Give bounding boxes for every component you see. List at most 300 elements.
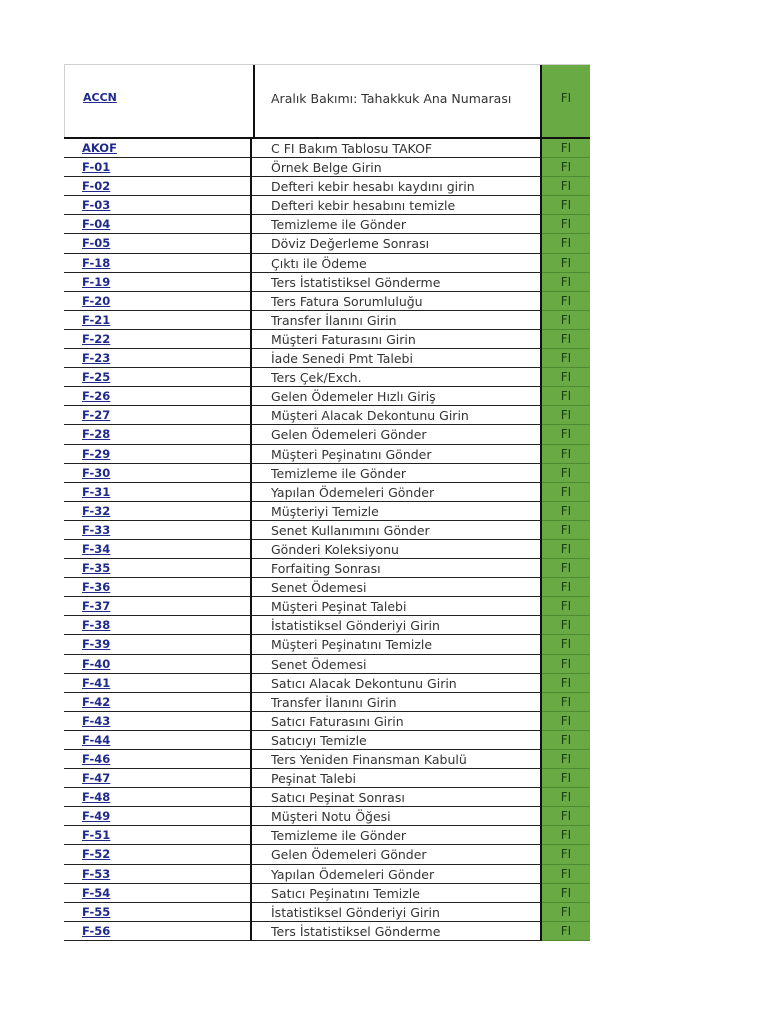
- code-cell: [64, 464, 252, 483]
- transaction-code-link[interactable]: F-42: [82, 694, 111, 709]
- module-text: FI: [560, 752, 572, 766]
- module-text: FI: [560, 141, 572, 155]
- module-cell: [542, 464, 590, 483]
- transaction-code-table: [64, 64, 590, 941]
- table-row: [64, 865, 590, 884]
- table-row: [64, 502, 590, 521]
- transaction-code-link[interactable]: F-44: [82, 732, 111, 747]
- code-cell: [64, 903, 252, 922]
- transaction-code-link[interactable]: F-04: [82, 217, 111, 232]
- transaction-code-link[interactable]: F-28: [82, 427, 111, 442]
- description-text: Satıcı Peşinatını Temizle: [271, 885, 420, 901]
- module-text: FI: [560, 675, 572, 690]
- module-cell: [542, 445, 590, 464]
- module-text: FI: [560, 217, 572, 232]
- code-cell: [64, 368, 252, 387]
- code-cell: [64, 884, 252, 903]
- description-cell: [252, 521, 542, 540]
- description-cell: [252, 502, 542, 521]
- code-cell: [64, 254, 252, 273]
- transaction-code-link[interactable]: F-22: [82, 331, 111, 346]
- transaction-code-link[interactable]: F-39: [82, 637, 111, 652]
- code-cell: [64, 502, 252, 521]
- transaction-code-link[interactable]: F-18: [82, 255, 111, 270]
- table-row: [64, 559, 590, 578]
- description-text: Gelen Ödemeler Hızlı Giriş: [271, 389, 436, 405]
- module-text: FI: [560, 580, 572, 595]
- transaction-code-link[interactable]: F-38: [82, 618, 111, 633]
- module-cell: [542, 712, 590, 731]
- description-text: C FI Bakım Tablosu TAKOF: [271, 141, 433, 156]
- module-cell: [542, 922, 590, 941]
- transaction-code-link[interactable]: F-31: [82, 484, 111, 499]
- module-text: FI: [560, 446, 572, 461]
- module-text: FI: [560, 331, 572, 346]
- code-cell: [64, 845, 252, 864]
- module-cell: [542, 884, 590, 903]
- table-row: [64, 368, 590, 387]
- module-cell: [542, 769, 590, 788]
- description-cell: [252, 616, 542, 635]
- description-cell: [252, 903, 542, 922]
- description-text: Senet Ödemesi: [271, 580, 367, 596]
- description-text: Müşteri Peşinat Talebi: [271, 599, 407, 615]
- module-text: FI: [560, 809, 572, 824]
- transaction-code-link[interactable]: F-56: [82, 923, 111, 938]
- description-text: İade Senedi Pmt Talebi: [271, 351, 413, 367]
- transaction-code-link[interactable]: F-26: [82, 389, 111, 404]
- module-cell: [542, 540, 590, 559]
- module-text: FI: [560, 408, 572, 423]
- description-text: Forfaiting Sonrası: [271, 561, 381, 577]
- table-row: [64, 884, 590, 903]
- description-text: Satıcı Peşinat Sonrası: [271, 790, 405, 806]
- code-cell: [64, 387, 252, 406]
- table-row: [64, 712, 590, 731]
- description-cell: [252, 884, 542, 903]
- transaction-code-link[interactable]: F-25: [82, 370, 111, 385]
- description-text: Müşteriyi Temizle: [271, 503, 379, 519]
- header-description-cell: [254, 65, 542, 137]
- module-cell: [542, 750, 590, 769]
- module-cell: [542, 521, 590, 540]
- table-row: [64, 521, 590, 540]
- module-cell: [542, 903, 590, 922]
- module-text: FI: [560, 179, 572, 194]
- module-cell: [542, 865, 590, 884]
- description-text: Defteri kebir hesabı kaydını girin: [271, 179, 475, 195]
- description-text: Senet Ödemesi: [271, 656, 367, 672]
- module-cell: [542, 273, 590, 292]
- module-text: FI: [560, 599, 572, 614]
- description-cell: [252, 177, 542, 196]
- table-row: [64, 139, 590, 158]
- transaction-code-link[interactable]: F-53: [82, 866, 111, 881]
- module-text: FI: [560, 828, 572, 843]
- code-cell: [64, 731, 252, 750]
- description-cell: [252, 922, 542, 941]
- module-text: FI: [560, 561, 572, 576]
- description-text: Müşteri Notu Öğesi: [271, 809, 391, 825]
- code-cell: [64, 674, 252, 693]
- description-text: Müşteri Peşinatını Gönder: [271, 446, 432, 462]
- transaction-code-link[interactable]: F-40: [82, 656, 111, 671]
- description-text: Müşteri Faturasını Girin: [271, 331, 416, 347]
- transaction-code-link[interactable]: F-43: [82, 713, 111, 728]
- table-row: [64, 483, 590, 502]
- transaction-code-link[interactable]: F-19: [82, 274, 111, 289]
- module-cell: [542, 158, 590, 177]
- description-text: Yapılan Ödemeleri Gönder: [271, 866, 435, 882]
- header-code-link[interactable]: ACCN: [83, 91, 117, 104]
- description-text: Peşinat Talebi: [271, 771, 357, 787]
- table-row: [64, 674, 590, 693]
- table-row: [64, 254, 590, 273]
- code-cell: [64, 139, 252, 158]
- description-cell: [252, 445, 542, 464]
- module-text: FI: [560, 522, 572, 537]
- module-text: FI: [560, 923, 572, 938]
- code-cell: [64, 922, 252, 941]
- description-cell: [252, 330, 542, 349]
- transaction-code-link[interactable]: F-47: [82, 771, 111, 786]
- table-row: [64, 387, 590, 406]
- transaction-code-link[interactable]: F-32: [82, 503, 111, 518]
- module-text: FI: [560, 503, 572, 518]
- module-cell: [542, 559, 590, 578]
- description-cell: [252, 234, 542, 253]
- module-text: FI: [560, 904, 572, 919]
- module-text: FI: [560, 637, 572, 652]
- table-row: [64, 177, 590, 196]
- module-cell: [542, 349, 590, 368]
- description-cell: [252, 540, 542, 559]
- transaction-code-link[interactable]: F-23: [82, 351, 111, 366]
- table-row: [64, 445, 590, 464]
- code-cell: [64, 273, 252, 292]
- module-cell: [542, 655, 590, 674]
- code-cell: [64, 807, 252, 826]
- description-text: Gelen Ödemeleri Gönder: [271, 847, 427, 863]
- module-text: FI: [560, 771, 572, 786]
- description-cell: [252, 311, 542, 330]
- table-row: [64, 903, 590, 922]
- transaction-code-link[interactable]: F-05: [82, 236, 111, 251]
- module-cell: [542, 254, 590, 273]
- description-cell: [252, 597, 542, 616]
- module-cell: [542, 807, 590, 826]
- description-cell: [252, 865, 542, 884]
- table-row: [64, 788, 590, 807]
- module-cell: [542, 215, 590, 234]
- module-cell: [542, 368, 590, 387]
- table-row: [64, 922, 590, 941]
- table-body: [64, 139, 590, 941]
- description-text: Yapılan Ödemeleri Gönder: [271, 484, 435, 500]
- module-cell: [542, 425, 590, 444]
- module-text: FI: [560, 389, 572, 404]
- code-cell: [64, 521, 252, 540]
- module-cell: [542, 826, 590, 845]
- module-text: FI: [560, 465, 572, 480]
- code-cell: [64, 712, 252, 731]
- module-text: FI: [560, 866, 572, 881]
- header-description-text: Aralık Bakımı: Tahakkuk Ana Numarası: [271, 91, 512, 106]
- description-text: Örnek Belge Girin: [271, 160, 382, 176]
- transaction-code-link[interactable]: F-37: [82, 599, 111, 614]
- table-row: [64, 597, 590, 616]
- module-cell: [542, 597, 590, 616]
- module-text: FI: [560, 274, 572, 289]
- table-row: [64, 731, 590, 750]
- module-text: FI: [560, 160, 572, 175]
- transaction-code-link[interactable]: F-41: [82, 675, 111, 690]
- description-cell: [252, 578, 542, 597]
- module-cell: [542, 311, 590, 330]
- module-text: FI: [560, 351, 572, 366]
- transaction-code-link[interactable]: F-51: [82, 828, 111, 843]
- module-cell: [542, 616, 590, 635]
- table-row: [64, 635, 590, 654]
- table-row: [64, 273, 590, 292]
- table-row: [64, 578, 590, 597]
- description-text: Döviz Değerleme Sonrası: [271, 236, 430, 252]
- description-cell: [252, 406, 542, 425]
- description-text: Temizleme ile Gönder: [271, 465, 407, 481]
- table-row: [64, 826, 590, 845]
- table-row: [64, 234, 590, 253]
- table-row: [64, 807, 590, 826]
- transaction-code-link[interactable]: F-52: [82, 847, 111, 862]
- description-text: Ters İstatistiksel Gönderme: [271, 923, 441, 939]
- description-text: Gelen Ödemeleri Gönder: [271, 427, 427, 443]
- description-text: Satıcı Alacak Dekontunu Girin: [271, 675, 457, 691]
- transaction-code-link[interactable]: F-29: [82, 446, 111, 461]
- code-cell: [64, 559, 252, 578]
- transaction-code-link[interactable]: F-54: [82, 885, 111, 900]
- transaction-code-link[interactable]: F-48: [82, 790, 111, 805]
- module-text: FI: [560, 618, 572, 633]
- table-row: [64, 292, 590, 311]
- description-text: Müşteri Alacak Dekontunu Girin: [271, 408, 469, 424]
- description-cell: [252, 254, 542, 273]
- description-cell: [252, 788, 542, 807]
- description-cell: [252, 387, 542, 406]
- description-text: Çıktı ile Ödeme: [271, 255, 367, 271]
- description-text: Ters Yeniden Finansman Kabulü: [271, 752, 467, 767]
- description-cell: [252, 196, 542, 215]
- code-cell: [64, 865, 252, 884]
- description-cell: [252, 712, 542, 731]
- module-cell: [542, 177, 590, 196]
- description-text: Temizleme ile Gönder: [271, 828, 407, 844]
- code-cell: [64, 616, 252, 635]
- code-cell: [64, 158, 252, 177]
- code-cell: [64, 750, 252, 769]
- module-cell: [542, 196, 590, 215]
- module-cell: [542, 578, 590, 597]
- module-cell: [542, 330, 590, 349]
- description-text: Transfer İlanını Girin: [271, 312, 397, 328]
- code-cell: [64, 483, 252, 502]
- module-text: FI: [560, 713, 572, 728]
- module-cell: [542, 788, 590, 807]
- module-text: FI: [560, 427, 572, 442]
- description-cell: [252, 292, 542, 311]
- description-text: Ters Fatura Sorumluluğu: [271, 293, 423, 309]
- code-cell: [64, 196, 252, 215]
- code-cell: [64, 425, 252, 444]
- transaction-code-link[interactable]: F-30: [82, 465, 111, 480]
- module-text: FI: [560, 484, 572, 499]
- module-text: FI: [560, 370, 572, 385]
- transaction-code-link[interactable]: F-49: [82, 809, 111, 824]
- code-cell: [64, 655, 252, 674]
- code-cell: [64, 540, 252, 559]
- description-cell: [252, 807, 542, 826]
- table-row: [64, 349, 590, 368]
- description-text: Temizleme ile Gönder: [271, 217, 407, 233]
- description-text: İstatistiksel Gönderiyi Girin: [271, 618, 440, 634]
- module-text: FI: [560, 732, 572, 747]
- table-row: [64, 655, 590, 674]
- description-text: Satıcı Faturasını Girin: [271, 713, 404, 729]
- transaction-code-link[interactable]: F-55: [82, 904, 111, 919]
- code-cell: [64, 826, 252, 845]
- module-text: FI: [560, 312, 572, 327]
- table-header-row: [64, 64, 590, 139]
- description-cell: [252, 731, 542, 750]
- description-cell: [252, 655, 542, 674]
- description-text: Ters İstatistiksel Gönderme: [271, 274, 441, 290]
- code-cell: [64, 788, 252, 807]
- module-text: FI: [560, 790, 572, 805]
- transaction-code-link[interactable]: F-27: [82, 408, 111, 423]
- description-cell: [252, 750, 542, 769]
- description-cell: [252, 273, 542, 292]
- module-cell: [542, 292, 590, 311]
- description-cell: [252, 483, 542, 502]
- code-cell: [64, 406, 252, 425]
- description-cell: [252, 559, 542, 578]
- description-text: Müşteri Peşinatını Temizle: [271, 637, 433, 653]
- description-cell: [252, 215, 542, 234]
- module-text: FI: [560, 236, 572, 251]
- description-text: Senet Kullanımını Gönder: [271, 522, 430, 538]
- module-text: FI: [560, 885, 572, 900]
- module-cell: [542, 731, 590, 750]
- description-cell: [252, 464, 542, 483]
- module-cell: [542, 674, 590, 693]
- transaction-code-link[interactable]: F-01: [82, 160, 111, 175]
- module-cell: [542, 483, 590, 502]
- code-cell: [64, 349, 252, 368]
- table-row: [64, 616, 590, 635]
- transaction-code-link[interactable]: AKOF: [82, 141, 117, 155]
- header-module-cell: [542, 65, 590, 137]
- code-cell: [64, 578, 252, 597]
- transaction-code-link[interactable]: F-34: [82, 541, 111, 556]
- description-text: İstatistiksel Gönderiyi Girin: [271, 904, 440, 920]
- description-cell: [252, 826, 542, 845]
- transaction-code-link[interactable]: F-03: [82, 198, 111, 213]
- header-code-cell: [64, 65, 255, 137]
- module-cell: [542, 234, 590, 253]
- module-text: FI: [560, 847, 572, 862]
- table-row: [64, 406, 590, 425]
- code-cell: [64, 769, 252, 788]
- table-row: [64, 693, 590, 712]
- module-text: FI: [560, 293, 572, 308]
- description-text: Transfer İlanını Girin: [271, 694, 397, 710]
- module-text: FI: [560, 694, 572, 709]
- transaction-code-link[interactable]: F-33: [82, 522, 111, 537]
- table-row: [64, 845, 590, 864]
- table-row: [64, 540, 590, 559]
- description-cell: [252, 693, 542, 712]
- transaction-code-link[interactable]: F-21: [82, 312, 111, 327]
- transaction-code-link[interactable]: F-02: [82, 179, 111, 194]
- module-cell: [542, 502, 590, 521]
- module-text: FI: [560, 541, 572, 556]
- module-text: FI: [560, 656, 572, 671]
- module-cell: [542, 635, 590, 654]
- module-text: FI: [560, 198, 572, 213]
- table-row: [64, 425, 590, 444]
- code-cell: [64, 445, 252, 464]
- module-cell: [542, 406, 590, 425]
- description-text: Defteri kebir hesabını temizle: [271, 198, 456, 214]
- module-text: FI: [560, 255, 572, 270]
- transaction-code-link[interactable]: F-35: [82, 561, 111, 576]
- description-cell: [252, 674, 542, 693]
- description-text: Satıcıyı Temizle: [271, 732, 367, 748]
- code-cell: [64, 292, 252, 311]
- description-cell: [252, 158, 542, 177]
- description-cell: [252, 139, 542, 158]
- description-text: Gönderi Koleksiyonu: [271, 541, 399, 557]
- code-cell: [64, 330, 252, 349]
- transaction-code-link[interactable]: F-46: [82, 752, 111, 766]
- table-row: [64, 769, 590, 788]
- table-row: [64, 330, 590, 349]
- code-cell: [64, 215, 252, 234]
- code-cell: [64, 311, 252, 330]
- module-cell: [542, 139, 590, 158]
- description-text: Ters Çek/Exch.: [271, 370, 362, 386]
- code-cell: [64, 635, 252, 654]
- table-row: [64, 311, 590, 330]
- description-cell: [252, 368, 542, 387]
- table-row: [64, 750, 590, 769]
- transaction-code-link[interactable]: F-20: [82, 293, 111, 308]
- description-cell: [252, 769, 542, 788]
- table-row: [64, 215, 590, 234]
- transaction-code-link[interactable]: F-36: [82, 580, 111, 595]
- description-cell: [252, 845, 542, 864]
- table-row: [64, 464, 590, 483]
- module-cell: [542, 693, 590, 712]
- table-row: [64, 196, 590, 215]
- code-cell: [64, 234, 252, 253]
- module-cell: [542, 387, 590, 406]
- code-cell: [64, 597, 252, 616]
- header-module-text: FI: [560, 91, 572, 105]
- description-cell: [252, 425, 542, 444]
- table-row: [64, 158, 590, 177]
- code-cell: [64, 693, 252, 712]
- description-cell: [252, 349, 542, 368]
